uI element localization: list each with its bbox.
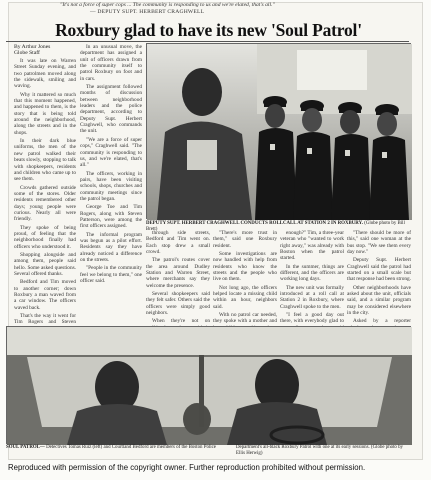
paragraph: The officers, working in pairs, have been visiting schools, shops, churches and community meetings since the patrol began. xyxy=(80,170,142,202)
paragraph: Several shopkeepers said they felt safer. Others said the officers were simply good neighbors. xyxy=(146,291,210,317)
patrol-car-photo-caption xyxy=(6,445,411,456)
paragraph: "I feel a good day out there, with everybody glad to xyxy=(280,312,344,325)
paragraph: enough?" Tim, a three-year veteran who "wanted to work right away," was already with Boston when the patrol started. xyxy=(280,230,344,262)
article-column-1 xyxy=(14,58,76,326)
patrol-car-photo-image xyxy=(7,327,412,445)
paragraph: through side streets, Bedford and Tim went on. Each stop drew a small crowd. xyxy=(146,230,210,256)
paragraph: When they're not on xyxy=(152,318,210,325)
caption-text-right: Department's all-black Roxbury Patrol with one at its early sessions. (Globe photo by Ellis Herwig) xyxy=(236,445,403,456)
paragraph: In the summer, things are different, and the officers are working long days. xyxy=(280,263,344,283)
caption-text: Detectives Tomas Ruiz (left) and Courtland Bedford are members of the Boston Police xyxy=(46,445,216,450)
paragraph: "We are a force of super cops," Craghwell said. "The community is responding to us, and we're elated, that's all." xyxy=(80,136,142,169)
patrol-car-photo xyxy=(6,326,411,444)
paragraph: With no patrol car needed, they spoke with a mother and xyxy=(213,312,277,325)
pull-quote-attribution: — DEPUTY SUPT. HERBERT CRAGHWELL xyxy=(90,8,205,15)
paragraph: Other neighborhoods have asked about the unit, officials said, and a similar program may be considered elsewhere in the city. xyxy=(347,284,411,317)
paragraph: The informal program was begun as a pilot effort. Residents say they have already noticed a difference on the streets. xyxy=(80,231,142,263)
article-headline: Roxbury glad to have its new 'Soul Patrol' xyxy=(55,20,362,40)
byline xyxy=(14,44,74,57)
paragraph: George Toe and Tim Rogers, along with Steven Patterson, were among the first officers assigned. xyxy=(80,204,142,230)
caption-label: DEPUTY SUPT. HERBERT CRAGHWELL CONDUCTS ROLLCALL AT STATION 2 IN ROXBURY. xyxy=(146,221,363,226)
pull-quote xyxy=(60,2,350,15)
article-column-4 xyxy=(213,230,277,325)
byline-role: Globe Staff xyxy=(14,50,40,57)
article-column-2 xyxy=(80,44,142,322)
paragraph: "People in the community feel we belong to them," one officer said. xyxy=(80,265,142,285)
paragraph: Some investigations are now handled with help from residents who know the streets and the people who live on them. xyxy=(213,251,277,283)
paragraph: The patrol's routes cover the area around Dudley Station and Warren Street, where merchants say they welcome the presence. xyxy=(146,257,210,289)
paragraph: It was late on Warren Street Sunday evening, and two patrolmen moved along the sidewalk, smiling and waving. xyxy=(14,58,76,90)
paragraph: The assignment followed months of discussion between neighborhood leaders and the police department, according to Deputy Supt. Herbert Craghwell, who commands the unit. xyxy=(80,84,142,135)
rollcall-photo xyxy=(146,43,411,219)
article-column-3 xyxy=(146,230,210,325)
copyright-footer: Reproduced with permission of the copyright owner. Further reproduction prohibited without permission. xyxy=(8,463,366,472)
caption-label: SOUL PATROL— xyxy=(6,445,45,450)
headline-rule xyxy=(6,41,409,42)
paragraph: Why it mattered so much that this moment happened, and happened to them, is the story that is being told around the neighborhood, along the streets and in the shops. xyxy=(14,91,76,136)
paragraph: They spoke of being proud, of feeling that the neighborhood finally had officers who understood it. xyxy=(14,224,76,250)
article-column-5 xyxy=(280,230,344,325)
paragraph: In an unusual move, the department has assigned a unit of officers drawn from the community itself to patrol Roxbury on foot and in cars. xyxy=(80,44,142,82)
paragraph: In their dark blue uniforms, the men of the new patrol walked their beats slowly, stopping to talk with shopkeepers, residents and children who came up to see them. xyxy=(14,138,76,183)
paragraph: Not long ago, the officers helped locate a missing child within an hour, neighbors said. xyxy=(213,284,277,310)
pull-quote-text: "It's not a force of super cops ... The community is responding to us and we're elated, that's all." xyxy=(60,2,275,8)
paragraph: Asked by a reporter xyxy=(353,318,411,325)
article-column-6 xyxy=(347,230,411,325)
paragraph: That's the way it went for Tim Rogers and Steven xyxy=(14,313,76,326)
paragraph: Shopping alongside and among them, people said hello. Some asked questions. Several offered thanks. xyxy=(14,251,76,277)
paragraph: Bedford and Tim moved to another corner; down Roxbury a man waved from a car window. The officers waved back. xyxy=(14,279,76,311)
paragraph: The new unit was formally introduced at a roll call at Station 2 in Roxbury, where Craghwell spoke to the men. xyxy=(280,284,344,310)
byline-author: By Arthur Jones xyxy=(14,44,51,50)
paragraph: Deputy Supt. Herbert Craghwell said the patrol had started on a small scale but that response had been strong. xyxy=(347,257,411,283)
paragraph: Crowds gathered outside some of the stores. Older residents remembered other days; young people were curious. Nearly all were friendly. xyxy=(14,184,76,223)
photo-credit: (Globe photo by Bill Brett) xyxy=(146,221,405,232)
rollcall-photo-image xyxy=(147,44,412,220)
paragraph: "There's more trust in them," said one Roxbury resident. xyxy=(213,230,277,249)
paragraph: "There should be more of this," said one woman at the bus stop. "We see them every day now." xyxy=(347,230,411,256)
